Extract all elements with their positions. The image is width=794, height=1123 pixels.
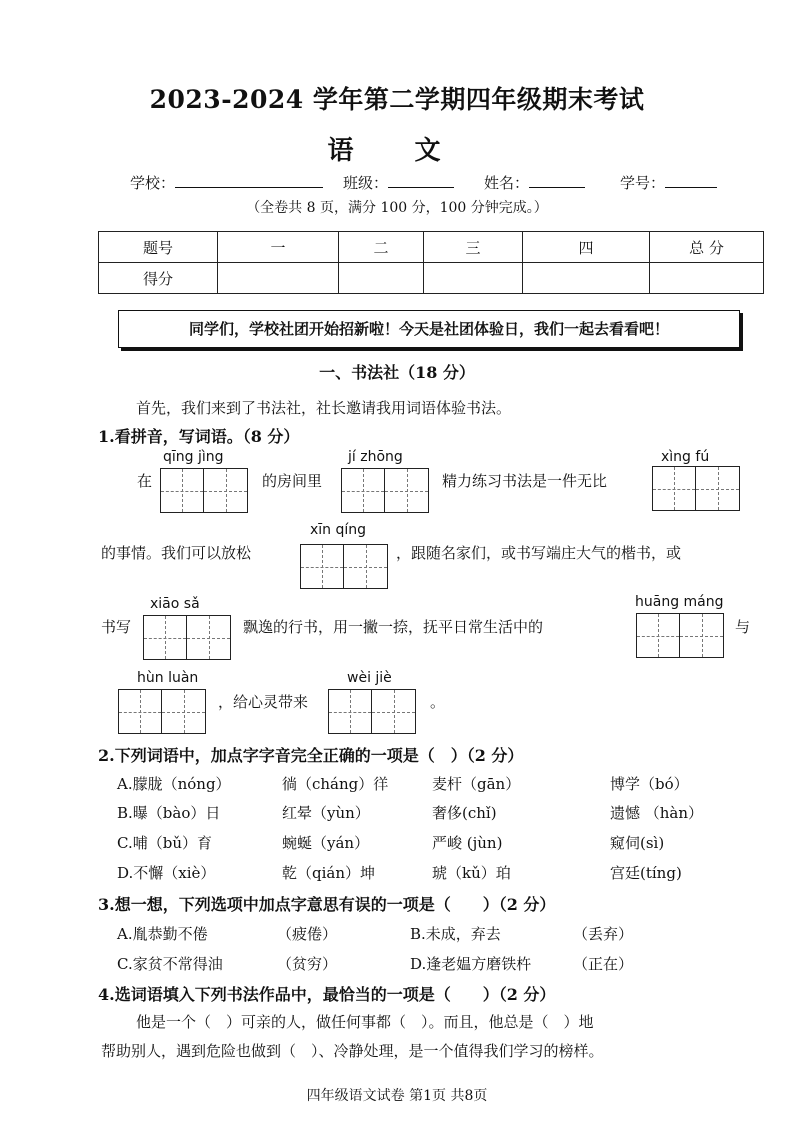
pinyin-6: huāng máng [635,594,724,610]
pinyin-4: xīn qíng [310,522,367,538]
score-row-label: 得分 [99,263,218,294]
exam-title: 2023-2024 学年第二学期四年级期末考试 [149,85,645,114]
q2-option-b3: 奢侈(chǐ) [432,804,497,822]
q1-text: 在 [137,472,153,490]
answer-grid-3[interactable] [652,466,740,511]
student-id-field: 学号： [620,172,717,193]
section-heading: 一、书法社（18 分） [319,363,475,382]
pinyin-1: qīng jìng [163,449,224,465]
section-intro: 首先，我们来到了书法社，社长邀请我用词语体验书法。 [136,399,512,417]
grid-cell[interactable] [119,690,162,733]
page-footer: 四年级语文试卷 第1页 共8页 [306,1088,488,1104]
score-cell-4: 四 [523,232,650,263]
q2-heading: 2.下列词语中，加点字字音完全正确的一项是（ ）（2 分） [98,746,524,765]
q1-text: ，跟随名家们，或书写端庄大气的楷书，或 [396,544,682,562]
q2-option-c3: 严峻 (jùn) [432,834,503,852]
score-cell-3: 三 [424,232,523,263]
q2-option-b2: 红晕（yùn） [282,804,370,822]
q4-passage-line1: 他是一个（ ）可亲的人，做任何事都（ ）。而且，他总是（ ）地 [136,1013,594,1031]
score-input-4[interactable] [523,263,650,294]
q1-text: 。 [430,693,446,711]
q1-text: 与 [735,618,751,636]
answer-grid-8[interactable] [328,689,416,734]
score-table-header-row [99,232,764,263]
grid-cell[interactable] [680,614,723,657]
q1-heading: 1.看拼音，写词语。（8 分） [98,427,300,446]
grid-cell[interactable] [344,545,387,588]
score-input-total[interactable] [650,263,764,294]
school-blank[interactable] [175,173,323,188]
q2-option-a2: 徜（cháng）徉 [282,775,389,793]
q1-text: 书写 [101,618,132,636]
subject-title: 语 文 [327,136,467,166]
score-input-3[interactable] [424,263,523,294]
q1-text: 精力练习书法是一件无比 [442,472,608,490]
answer-grid-6[interactable] [636,613,724,658]
grid-cell[interactable] [372,690,415,733]
q3-option-a-meaning: （疲倦） [277,925,338,943]
q4-heading: 4.选词语填入下列书法作品中，最恰当的一项是（ ）（2 分） [98,985,556,1004]
answer-grid-2[interactable] [341,468,429,513]
score-cell-1: 一 [218,232,339,263]
q3-option-d-meaning: （正在） [573,955,634,973]
q3-option-b-meaning: （丢弃） [573,925,634,943]
score-input-1[interactable] [218,263,339,294]
score-cell-total: 总 分 [650,232,764,263]
score-table [98,231,764,294]
score-input-2[interactable] [339,263,424,294]
pinyin-8: wèi jiè [347,670,392,686]
q2-option-d3: 琥（kǔ）珀 [432,864,511,882]
answer-grid-1[interactable] [160,468,248,513]
q2-option-d1[interactable]: D.不懈（xiè） [117,864,216,882]
q2-option-b4: 遗憾 （hàn） [610,804,704,822]
exam-note: （全卷共 8 页，满分 100 分，100 分钟完成。） [246,200,548,216]
grid-cell[interactable] [161,469,204,512]
class-field: 班级： [343,172,454,193]
name-blank[interactable] [529,173,585,188]
score-table-score-row [99,263,764,294]
q1-text: 飘逸的行书，用一撇一捺，抚平日常生活中的 [243,618,544,636]
q2-option-c1[interactable]: C.哺（bǔ）育 [117,834,212,852]
q3-heading: 3.想一想，下列选项中加点字意思有误的一项是（ ）（2 分） [98,895,556,914]
q3-option-a[interactable]: A.胤恭勤不倦 [117,925,208,943]
grid-cell[interactable] [329,690,372,733]
score-cell-2: 二 [339,232,424,263]
grid-cell[interactable] [162,690,205,733]
q2-option-a4: 博学（bó） [610,775,689,793]
school-field: 学校： [130,172,323,193]
grid-cell[interactable] [187,616,230,659]
grid-cell[interactable] [301,545,344,588]
q2-option-c4: 窥伺(sì) [610,834,665,852]
intro-banner: 同学们，学校社团开始招新啦！今天是社团体验日，我们一起去看看吧！ [118,310,740,348]
q4-passage-line2: 帮助别人，遇到危险也做到（ ）、冷静处理，是一个值得我们学习的榜样。 [101,1042,604,1060]
pinyin-2: jí zhōng [348,449,403,465]
grid-cell[interactable] [653,467,696,510]
name-field: 姓名： [484,172,585,193]
q3-option-c[interactable]: C.家贫不常得油 [117,955,223,973]
q2-option-a1[interactable]: A.朦胧（nóng） [117,775,231,793]
q2-option-b1[interactable]: B.曝（bào）日 [117,804,221,822]
answer-grid-4[interactable] [300,544,388,589]
grid-cell[interactable] [385,469,428,512]
pinyin-5: xiāo sǎ [150,596,200,612]
score-cell-label: 题号 [99,232,218,263]
grid-cell[interactable] [342,469,385,512]
id-blank[interactable] [665,173,717,188]
q3-option-b[interactable]: B.未成，弃去 [410,925,501,943]
answer-grid-5[interactable] [143,615,231,660]
q2-option-d4: 宫廷(tíng) [610,864,682,882]
pinyin-3: xìng fú [661,449,710,465]
q3-option-d[interactable]: D.逢老媪方磨铁杵 [410,955,532,973]
q2-option-a3: 麦杆（gān） [432,775,521,793]
q1-text: 的房间里 [262,472,323,490]
grid-cell[interactable] [204,469,247,512]
grid-cell[interactable] [696,467,739,510]
q1-text: 的事情。我们可以放松 [101,544,252,562]
q2-option-c2: 蜿蜒（yán） [282,834,370,852]
grid-cell[interactable] [637,614,680,657]
q1-text: ，给心灵带来 [218,693,309,711]
class-blank[interactable] [388,173,454,188]
grid-cell[interactable] [144,616,187,659]
pinyin-7: hùn luàn [137,670,199,686]
q2-option-d2: 乾（qián）坤 [282,864,376,882]
q3-option-c-meaning: （贫穷） [277,955,338,973]
answer-grid-7[interactable] [118,689,206,734]
